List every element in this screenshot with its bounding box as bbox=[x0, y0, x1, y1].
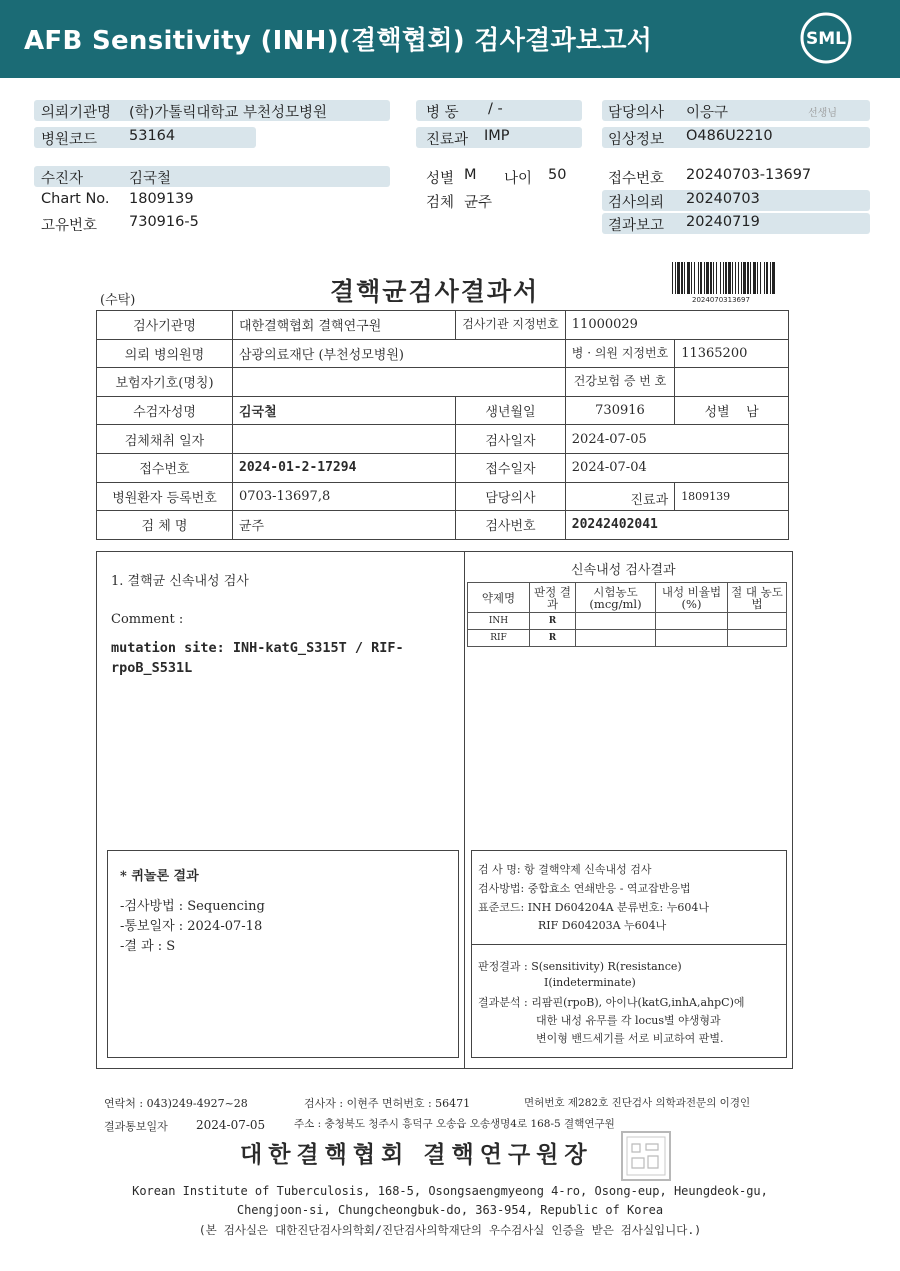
doc-doctor-value bbox=[565, 482, 674, 511]
ins-label: 보험자기호(명칭) bbox=[97, 368, 233, 397]
test-date-label: 검사일자 bbox=[456, 425, 566, 454]
req-value: 삼광의료재단 (부천성모병원) bbox=[233, 339, 566, 368]
sens-empty bbox=[656, 613, 728, 630]
health-value bbox=[675, 368, 789, 397]
institute-name: 대한결핵협회 결핵연구원장 bbox=[240, 1142, 593, 1168]
barcode-bar bbox=[681, 262, 683, 294]
doc-dept-value: 1809139 bbox=[675, 482, 789, 511]
barcode-bar bbox=[766, 262, 768, 294]
barcode-bar bbox=[672, 262, 673, 294]
note-analysis1: 결과분석 : 리팜핀(rpoB), 아이나(katG,inhA,ahpC)에 bbox=[478, 996, 745, 1009]
footer-notify-label: 결과통보일자 bbox=[104, 1120, 168, 1133]
notes-box bbox=[471, 850, 787, 1058]
dept-value: IMP bbox=[484, 128, 510, 144]
age-value: 50 bbox=[548, 167, 567, 183]
barcode-bar bbox=[687, 262, 690, 294]
barcode-bar bbox=[684, 262, 685, 294]
note-judge1: 판정결과 : S(sensitivity) R(resistance) bbox=[478, 960, 682, 973]
barcode-bar bbox=[677, 262, 680, 294]
sex-cell bbox=[675, 396, 789, 425]
section1-title: 1. 결핵균 신속내성 검사 bbox=[111, 574, 249, 589]
institution-label: 의뢰기관명 bbox=[41, 105, 112, 121]
lab-value: 대한결핵협회 결핵연구원 bbox=[233, 311, 456, 340]
reg-value: 0703-13697,8 bbox=[233, 482, 456, 511]
official-seal bbox=[620, 1130, 672, 1182]
birth-label: 생년월일 bbox=[456, 396, 566, 425]
specimen-name-value: 균주 bbox=[233, 511, 456, 540]
note-analysis2: 대한 내성 유무를 각 locus별 야생형과 bbox=[536, 1014, 721, 1027]
sens-drug-inh: INH bbox=[468, 613, 530, 630]
doctor-value: 이응구 bbox=[686, 105, 729, 121]
collect-value bbox=[233, 425, 456, 454]
barcode-bar bbox=[772, 262, 775, 294]
name-label: 수검자성명 bbox=[97, 396, 233, 425]
quinolone-box bbox=[107, 850, 459, 1058]
test-no-label: 검사번호 bbox=[456, 511, 566, 540]
name-value: 김국철 bbox=[233, 396, 456, 425]
sutak-label: (수탁) bbox=[100, 293, 136, 308]
sensitivity-title: 신속내성 검사결과 bbox=[571, 563, 676, 578]
sensitivity-table bbox=[467, 582, 787, 647]
svg-text:SML: SML bbox=[806, 29, 846, 49]
sex-value: M bbox=[464, 167, 477, 183]
note-code1: 표준코드: INH D604204A 분류번호: 누604나 bbox=[478, 901, 709, 914]
req-label: 의뢰 병의원명 bbox=[97, 339, 233, 368]
dept-label: 진료과 bbox=[426, 132, 469, 148]
barcode-bar bbox=[720, 262, 721, 294]
sex-value-doc: 남 bbox=[746, 405, 759, 421]
sens-header-result: 판정 결과 bbox=[530, 583, 576, 613]
collect-label: 검체채취 일자 bbox=[97, 425, 233, 454]
barcode-bar bbox=[738, 262, 739, 294]
request-label: 검사의뢰 bbox=[608, 195, 665, 211]
sens-empty bbox=[656, 630, 728, 647]
sens-header-drug: 약제명 bbox=[468, 583, 530, 613]
barcode-bar bbox=[760, 262, 761, 294]
barcode-bar bbox=[698, 262, 699, 294]
footer-address: 주소 : 충청북도 청주시 흥덕구 오송읍 오송생명4로 168-5 결핵연구원 bbox=[294, 1118, 615, 1130]
lab-label: 검사기관명 bbox=[97, 311, 233, 340]
req-id-label: 병 · 의원 지정번호 bbox=[565, 339, 674, 368]
results-area bbox=[96, 551, 793, 1069]
sens-header-ratio: 내성 비율법(%) bbox=[656, 583, 728, 613]
sex-label-doc: 성별 bbox=[704, 405, 730, 421]
quinolone-method: -검사방법 : Sequencing bbox=[120, 899, 265, 914]
note-analysis3: 변이형 밴드세기를 서로 비교하여 판별. bbox=[536, 1032, 724, 1045]
lab-id-label: 검사기관 지정번호 bbox=[456, 311, 566, 340]
footer-license: 면허번호 제282호 진단검사 의학과전문의 이경인 bbox=[524, 1097, 751, 1109]
accession-label: 접수번호 bbox=[97, 453, 233, 482]
barcode-bar bbox=[757, 262, 758, 294]
note-code2: RIF D604203A 누604나 bbox=[538, 919, 667, 932]
barcode-bar bbox=[713, 262, 714, 294]
unique-label: 고유번호 bbox=[41, 218, 98, 234]
barcode-bar bbox=[716, 262, 717, 294]
hospital-code-label: 병원코드 bbox=[41, 132, 98, 148]
doctor-label: 담당의사 bbox=[608, 105, 665, 121]
unique-value: 730916-5 bbox=[129, 214, 199, 230]
birth-value: 730916 bbox=[565, 396, 674, 425]
barcode-number: 2024070313697 bbox=[692, 296, 750, 304]
barcode-bar bbox=[770, 262, 771, 294]
receipt-date-label: 접수일자 bbox=[456, 453, 566, 482]
sens-drug-rif: RIF bbox=[468, 630, 530, 647]
sens-header-conc: 시험농도 (mcg/ml) bbox=[576, 583, 656, 613]
barcode-bar bbox=[694, 262, 695, 294]
receipt-date-value: 2024-07-04 bbox=[565, 453, 788, 482]
barcode-bar bbox=[732, 262, 733, 294]
reg-label: 병원환자 등록번호 bbox=[97, 482, 233, 511]
request-value: 20240703 bbox=[686, 191, 760, 207]
chart-label: Chart No. bbox=[41, 191, 110, 207]
footer-contact: 연락처 : 043)249-4927~28 bbox=[104, 1097, 248, 1110]
ward-label: 병 동 bbox=[426, 105, 459, 121]
sens-empty bbox=[576, 630, 656, 647]
info-table bbox=[96, 310, 789, 540]
quinolone-title: * 퀴놀론 결과 bbox=[120, 869, 199, 884]
barcode-bar bbox=[725, 262, 727, 294]
patient-label: 수진자 bbox=[41, 171, 84, 187]
specimen-value: 균주 bbox=[464, 195, 493, 211]
sens-header-abs: 절 대 농도법 bbox=[728, 583, 787, 613]
barcode-bar bbox=[675, 262, 676, 294]
certification-note: (본 검사실은 대한진단검사의학회/진단검사의학재단의 우수검사실 인증을 받은 검사실입니다.) bbox=[198, 1223, 702, 1237]
report-date-value: 20240719 bbox=[686, 214, 760, 230]
sens-result-rif: R bbox=[530, 630, 576, 647]
quinolone-notify: -통보일자 : 2024-07-18 bbox=[120, 919, 263, 934]
accession-value: 2024-01-2-17294 bbox=[233, 453, 456, 482]
req-id-value: 11365200 bbox=[675, 339, 789, 368]
sex-label: 성별 bbox=[426, 171, 455, 187]
barcode-bar bbox=[753, 262, 756, 294]
test-no-value: 20242402041 bbox=[565, 511, 788, 540]
english-address-2: Chengjoon-si, Chungcheongbuk-do, 363-954, Republic of Korea bbox=[236, 1203, 664, 1217]
footer-notify-date: 2024-07-05 bbox=[196, 1118, 266, 1132]
barcode-bar bbox=[691, 262, 692, 294]
footer-tester: 검사자 : 이현주 면허번호 : 56471 bbox=[304, 1097, 471, 1110]
receipt-value: 20240703-13697 bbox=[686, 167, 812, 183]
barcode-bar bbox=[747, 262, 749, 294]
note-method: 검사방법: 중합효소 연쇄반응 - 역교잡반응법 bbox=[478, 882, 691, 895]
barcode-bar bbox=[723, 262, 724, 294]
sens-empty bbox=[728, 613, 787, 630]
comment-label: Comment : bbox=[111, 612, 184, 627]
barcode-bar bbox=[741, 262, 742, 294]
report-date-label: 결과보고 bbox=[608, 218, 665, 234]
patient-value: 김국철 bbox=[129, 171, 172, 187]
barcode-bar bbox=[706, 262, 709, 294]
barcode-bar bbox=[750, 262, 751, 294]
barcode-bar bbox=[704, 262, 705, 294]
sens-empty bbox=[728, 630, 787, 647]
health-label: 건강보험 증 번 호 bbox=[565, 368, 674, 397]
document-title: 결핵균검사결과서 bbox=[330, 277, 540, 306]
column-divider bbox=[464, 552, 465, 1068]
barcode-bar bbox=[700, 262, 702, 294]
barcode-bar bbox=[735, 262, 736, 294]
report-title: AFB Sensitivity (INH)(결핵협회) 검사결과보고서 bbox=[24, 26, 653, 56]
doc-dept-label: 진료과 bbox=[630, 492, 669, 508]
hospital-code-value: 53164 bbox=[129, 128, 176, 144]
clinical-value: O486U2210 bbox=[686, 128, 773, 144]
barcode-bar bbox=[743, 262, 746, 294]
test-date-value: 2024-07-05 bbox=[565, 425, 788, 454]
institution-value: (학)가톨릭대학교 부천성모병원 bbox=[129, 105, 328, 121]
ward-value: / - bbox=[488, 101, 503, 117]
receipt-label: 접수번호 bbox=[608, 171, 665, 187]
specimen-name-label: 검 체 명 bbox=[97, 511, 233, 540]
note-test-name: 검 사 명: 항 결핵약제 신속내성 검사 bbox=[478, 863, 652, 876]
age-label: 나이 bbox=[504, 171, 533, 187]
lab-id-value: 11000029 bbox=[565, 311, 788, 340]
barcode bbox=[670, 262, 780, 294]
note-judge2: I(indeterminate) bbox=[544, 976, 636, 989]
sens-empty bbox=[576, 613, 656, 630]
doc-doctor-label: 담당의사 bbox=[456, 482, 566, 511]
notes-separator bbox=[472, 944, 786, 945]
sens-result-inh: R bbox=[530, 613, 576, 630]
barcode-bar bbox=[728, 262, 731, 294]
english-address-1: Korean Institute of Tuberculosis, 168-5, Osongsaengmyeong 4-ro, Osong-eup, Heungdeok-gu, bbox=[132, 1184, 768, 1198]
barcode-bar bbox=[710, 262, 712, 294]
quinolone-result: -결 과 : S bbox=[120, 939, 176, 954]
doctor-suffix: 선생님 bbox=[808, 108, 837, 119]
specimen-label: 검체 bbox=[426, 195, 455, 211]
mutation-site: mutation site: INH-katG_S315T / RIF-rpoB_S531L bbox=[111, 640, 404, 676]
barcode-bar bbox=[764, 262, 765, 294]
clinical-label: 임상정보 bbox=[608, 132, 665, 148]
chart-value: 1809139 bbox=[129, 191, 194, 207]
ins-value bbox=[233, 368, 566, 397]
